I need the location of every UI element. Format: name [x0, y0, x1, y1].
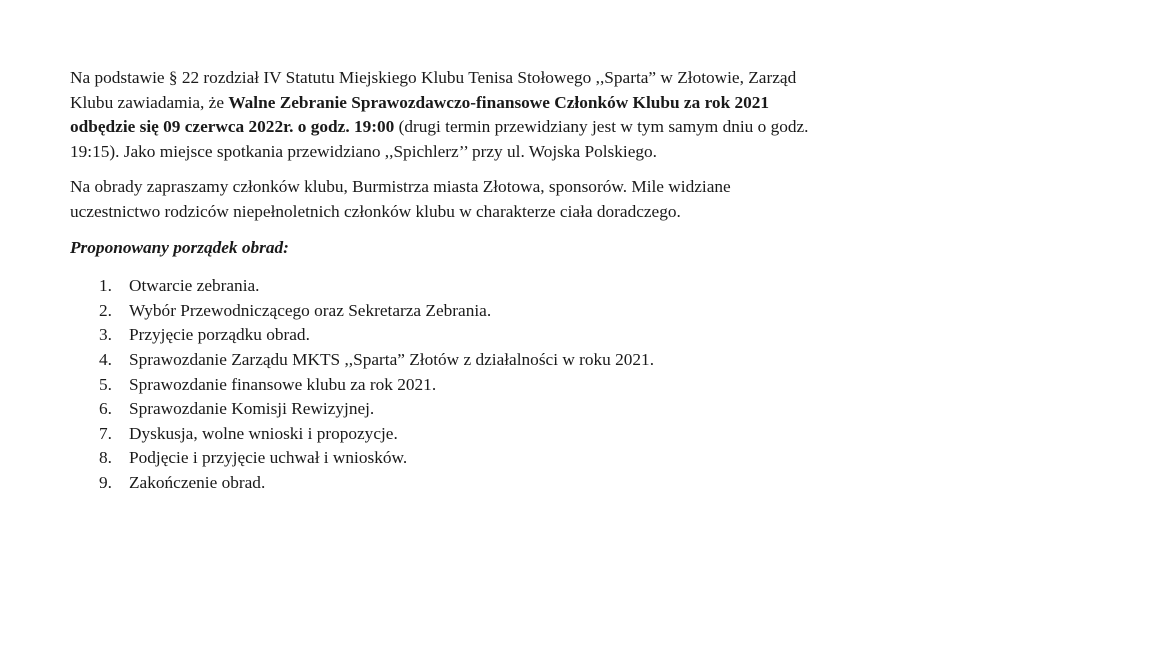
- agenda-item: [70, 373, 815, 398]
- agenda-item-text: Sprawozdanie finansowe klubu za rok 2021.: [129, 374, 437, 394]
- agenda-item-number: 2.: [99, 300, 112, 320]
- agenda-item-text: Podjęcie i przyjęcie uchwał i wniosków.: [129, 448, 408, 468]
- agenda-item-text: Zakończenie obrad.: [129, 472, 266, 492]
- agenda-item-number: 5.: [99, 374, 112, 394]
- agenda-item-text: Sprawozdanie Komisji Rewizyjnej.: [129, 399, 375, 419]
- agenda-item: [70, 471, 815, 496]
- agenda-item-text: Przyjęcie porządku obrad.: [129, 325, 310, 345]
- agenda-item-text: Dyskusja, wolne wnioski i propozycje.: [129, 423, 398, 443]
- agenda-item-number: 1.: [99, 276, 112, 296]
- agenda-item-text: Otwarcie zebrania.: [129, 276, 260, 296]
- agenda-item: [70, 323, 815, 348]
- agenda-list: [70, 274, 815, 495]
- agenda-item-number: 6.: [99, 399, 112, 419]
- agenda-item: [70, 397, 815, 422]
- agenda-item: [70, 422, 815, 447]
- announcement-intro-text: Na podstawie § 22 rozdział IV Statutu Miejskiego Klubu Tenisa Stołowego ,,Sparta” w Złotowie, Zarząd Klubu zawiadamia, że: [70, 68, 797, 112]
- invitation-paragraph: Na obrady zapraszamy członków klubu, Burmistrza miasta Złotowa, sponsorów. Mile widziane uczestnictwo rodziców niepełnoletnich członków klubu w charakterze ciała doradczego.: [70, 177, 731, 221]
- agenda-heading: Proponowany porządek obrad:: [70, 237, 289, 257]
- announcement-venue-text: (drugi termin przewidziany jest w tym samym dniu o godz. 19:15). Jako miejsce spotkania przewidziano ,,Spichlerz’’ przy ul. Wojska Polskiego.: [70, 117, 809, 161]
- agenda-item-number: 7.: [99, 423, 112, 443]
- agenda-item-text: Wybór Przewodniczącego oraz Sekretarza Zebrania.: [129, 300, 492, 320]
- agenda-item-number: 8.: [99, 448, 112, 468]
- agenda-item: [70, 446, 815, 471]
- meeting-announcement-paragraph: [70, 66, 815, 164]
- agenda-item: [70, 274, 815, 299]
- meeting-details-bold-text: Walne Zebranie Sprawozdawczo-finansowe Członków Klubu za rok 2021 odbędzie się 09 czerwca 2022r. o godz. 19:00: [70, 92, 770, 137]
- document-body: [70, 66, 815, 496]
- agenda-item-text: Sprawozdanie Zarządu MKTS ,,Sparta” Złotów z działalności w roku 2021.: [129, 349, 655, 369]
- agenda-item-number: 4.: [99, 349, 112, 369]
- agenda-item: [70, 299, 815, 324]
- agenda-item-number: 3.: [99, 325, 112, 345]
- agenda-item: [70, 348, 815, 373]
- agenda-item-number: 9.: [99, 472, 112, 492]
